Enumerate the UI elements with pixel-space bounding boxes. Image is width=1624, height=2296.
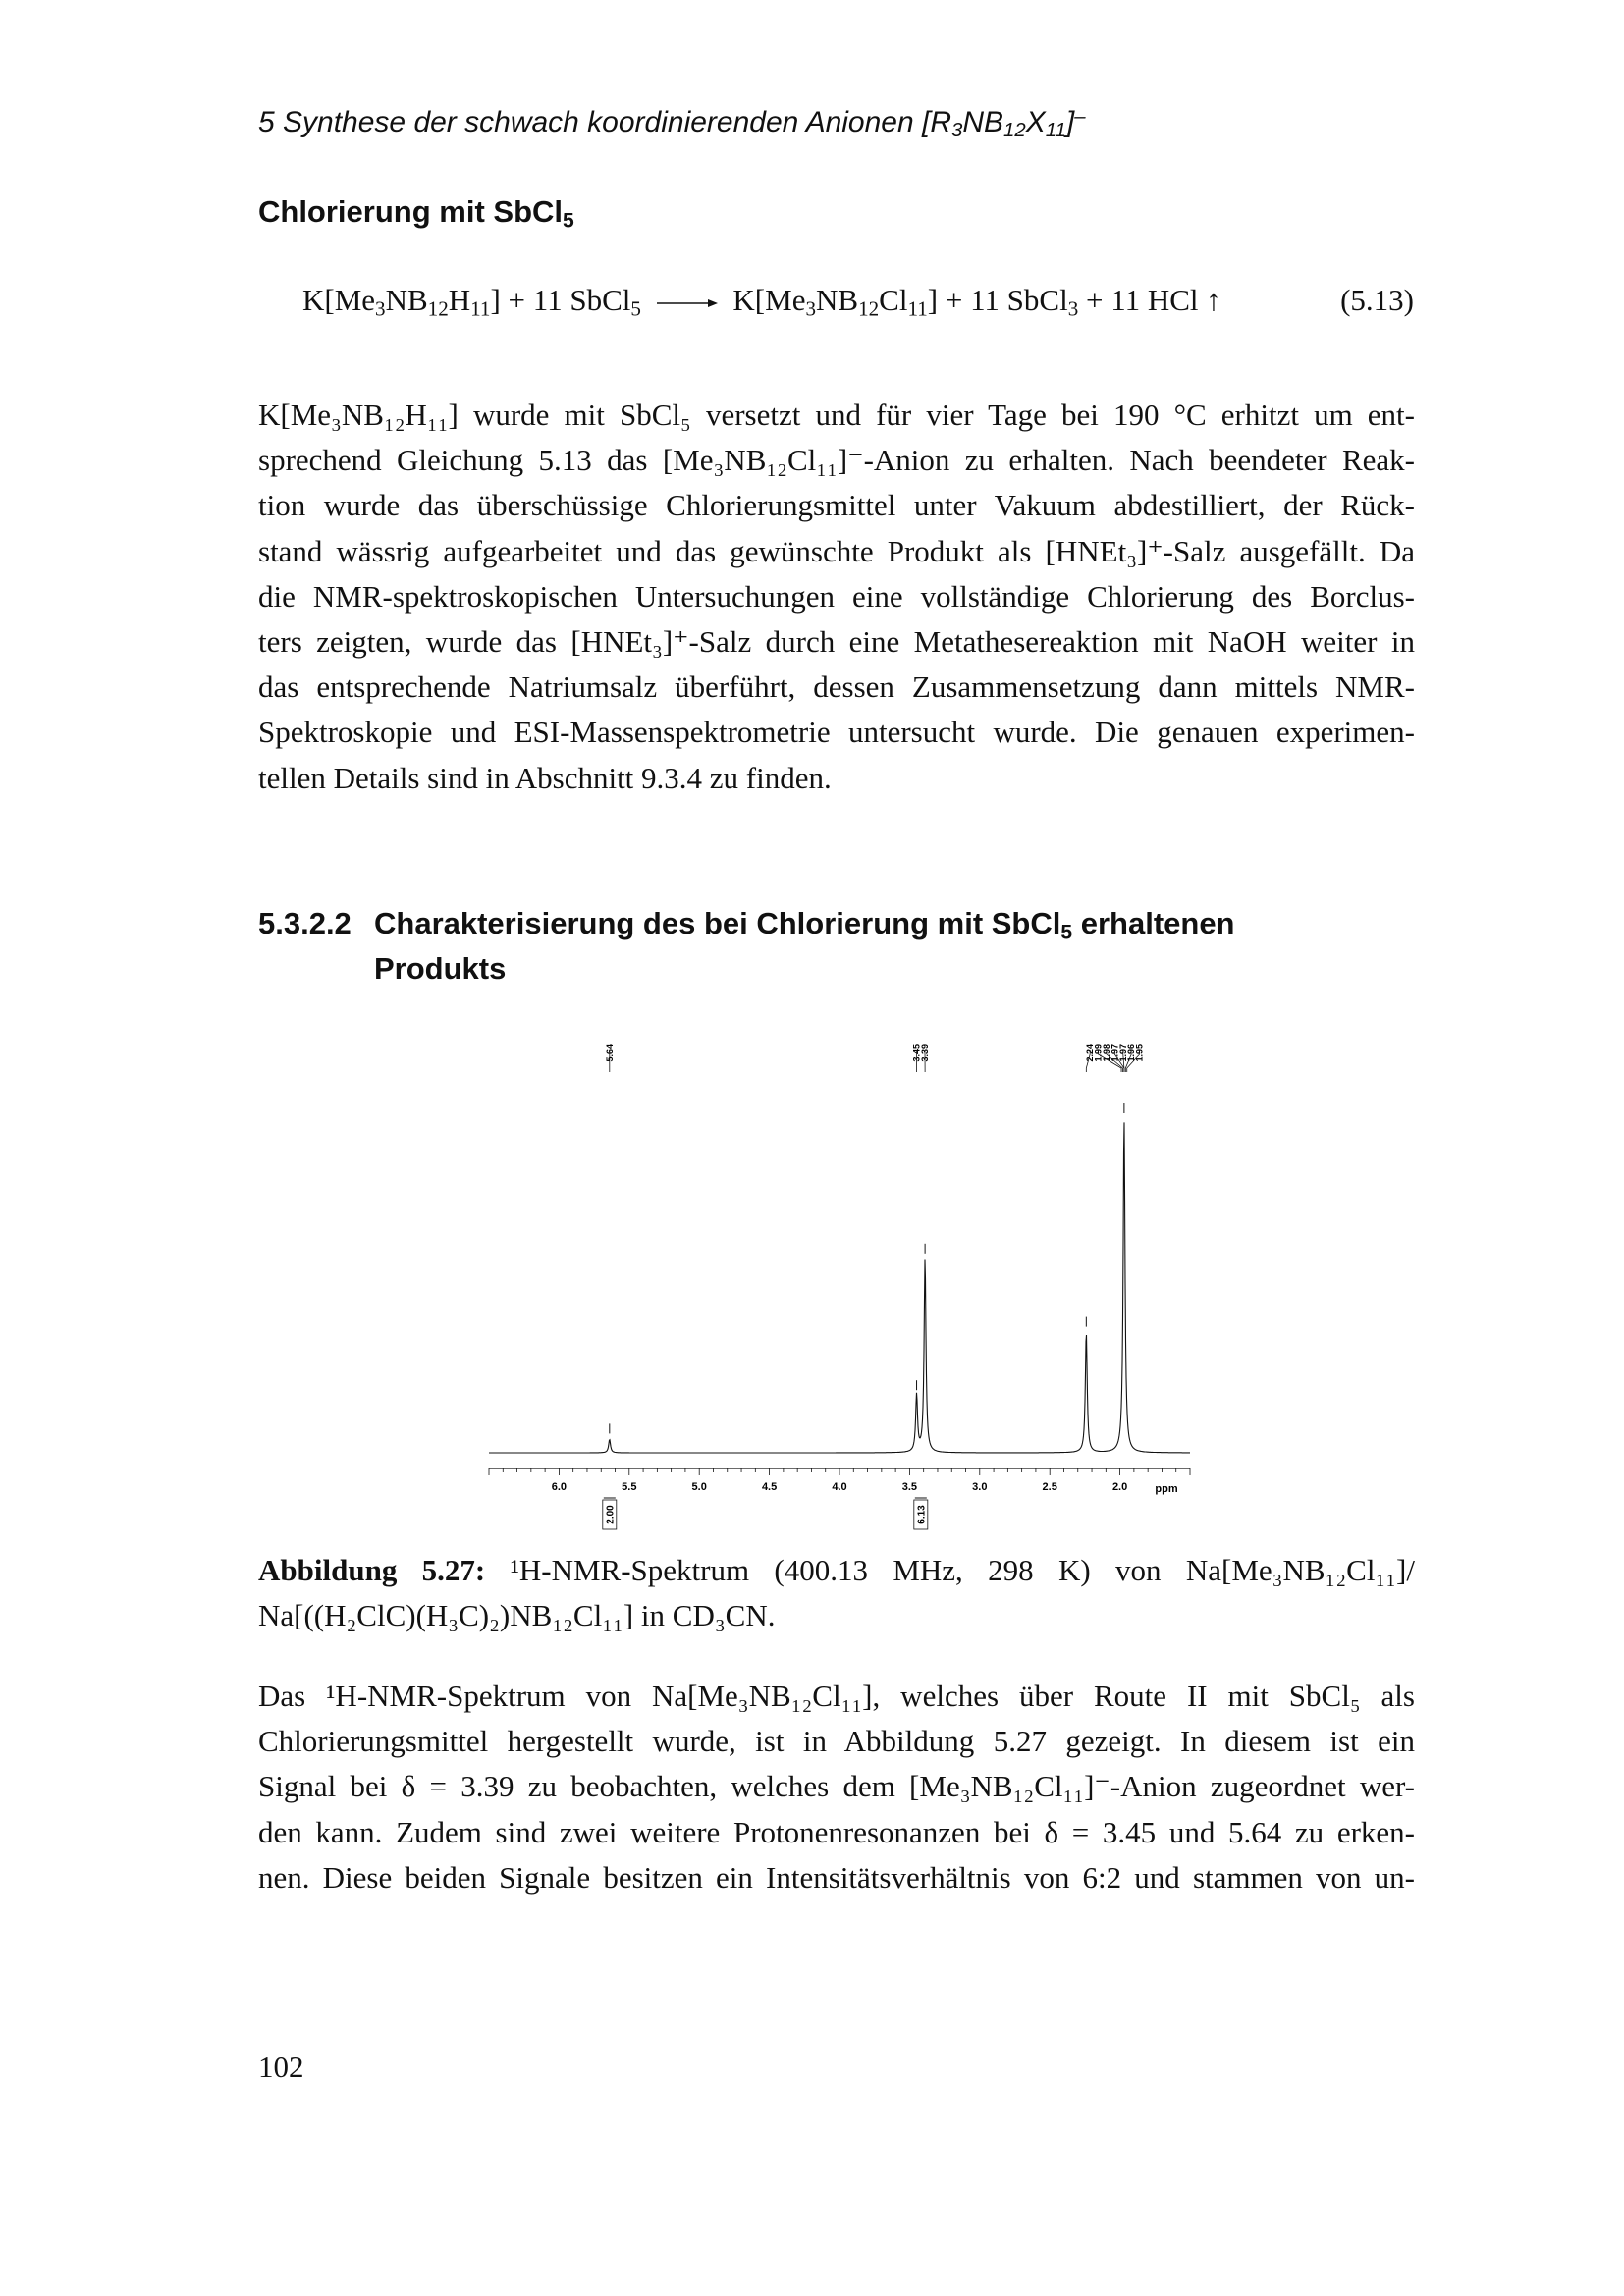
subsection-title: Charakterisierung des bei Chlorierung mit SbCl$_5$ erhaltenen Produkts [374,906,1235,986]
text-line: Das ¹H-NMR-Spektrum von Na[Me₃NB₁₂Cl₁₁], welches über Route II mit SbCl₅ als [258,1679,1415,1713]
x-tick-label: 2.0 [1111,1481,1128,1493]
equation-rhs: $K[Me_3NB_{12}Cl_{11}] + 11$ SbCl$_3$ + 11 HCl [732,283,1199,321]
text-line: sprechend Gleichung 5.13 das [Me₃NB₁₂Cl₁₁]⁻-Anion zu erhalten. Nach beendeter Reak- [258,443,1415,478]
peak-label: 1.95 [1134,1044,1145,1062]
integral-value: 2.00 [605,1505,617,1524]
reaction-arrow-icon [655,296,720,310]
peak-label: 1.97 [1117,1044,1128,1062]
x-axis-label: ppm [1155,1483,1178,1495]
nmr-spectrum-chart [481,1021,1198,1531]
integral-value: 6.13 [916,1505,928,1524]
equation-number: (5.13) [1340,283,1414,317]
x-tick-label: 3.5 [901,1481,918,1493]
text-line: ters zeigten, wurde das [HNEt₃]⁺-Salz durch eine Metathesereaktion mit NaOH weiter in [258,623,1415,659]
text-line: tion wurde das überschüssige Chlorierungsmittel unter Vakuum abdestilliert, der Rück- [258,488,1415,523]
text-line: nen. Diese beiden Signale besitzen ein Intensitätsverhältnis von 6:2 und stammen von un- [258,1859,1415,1895]
spectrum-trace [489,1122,1190,1453]
equation-lhs: $K[Me_3NB_{12}H_{11}] + 11$ SbCl$_5$ [302,283,641,321]
x-tick-label: 2.5 [1042,1481,1057,1493]
text-line: die NMR-spektroskopischen Untersuchungen eine vollständige Chlorierung des Borclus- [258,578,1415,614]
caption-line: Abbildung 5.27: ¹H-NMR-Spektrum (400.13 MHz, 298 K) von Na[Me₃NB₁₂Cl₁₁]/ [258,1553,1415,1587]
text-line: stand wässrig aufgearbeitet und das gewünschte Produkt als [HNEt₃]⁺-Salz ausgefällt. Da [258,533,1415,568]
peak-label: 1.97 [1110,1044,1120,1062]
peak-label: 1.99 [1093,1044,1104,1062]
text-line: Spektroskopie und ESI-Massenspektrometrie untersucht wurde. Die genauen experimen- [258,715,1415,750]
figure-caption [258,1548,1415,1638]
paragraph-1 [258,393,1415,801]
reaction-equation [302,283,1414,321]
text-line: tellen Details sind in Abschnitt 9.3.4 zu finden. [258,760,832,795]
peak-label: 2.24 [1085,1044,1096,1062]
running-header: 5 Synthese der schwach koordinierenden Anionen $[R_3NB_{12}X_{11}]^-$ [258,105,1086,142]
paragraph-2 [258,1674,1415,1900]
peak-label: 3.39 [920,1044,931,1062]
x-tick-label: 6.0 [551,1481,568,1493]
caption-label: Abbildung 5.27: [258,1553,486,1587]
gas-arrow-icon: ↑ [1206,283,1221,317]
x-tick-label: 3.0 [972,1481,988,1493]
text-line: K[Me₃NB₁₂H₁₁] wurde mit SbCl₅ versetzt und für vier Tage bei 190 °C erhitzt um ent- [258,398,1415,432]
text-line: das entsprechende Natriumsalz überführt, dessen Zusammensetzung dann mittels NMR- [258,669,1415,705]
x-tick-label: 4.5 [761,1481,778,1493]
peak-label: 1.96 [1126,1044,1137,1062]
text-line: den kann. Zudem sind zwei weitere Protonenresonanzen bei δ = 3.45 und 5.64 zu erken- [258,1814,1415,1849]
text-line: Signal bei δ = 3.39 zu beobachten, welches dem [Me₃NB₁₂Cl₁₁]⁻-Anion zugeordnet wer- [258,1769,1415,1804]
caption-line: Na[((H₂ClC)(H₃C)₂)NB₁₂Cl₁₁] in CD₃CN. [258,1598,776,1632]
peak-label: 3.45 [911,1044,922,1062]
x-tick-label: 5.0 [691,1481,707,1493]
text-line: Chlorierungsmittel hergestellt wurde, ist in Abbildung 5.27 gezeigt. In diesem ist ein [258,1724,1415,1759]
peak-label: 1.98 [1101,1044,1111,1062]
nmr-spectrum-figure [481,1021,1198,1531]
x-tick-label: 5.5 [622,1481,637,1493]
x-tick-label: 4.0 [832,1481,847,1493]
page-number: 102 [258,2050,304,2084]
subsection-number: 5.3.2.2 [258,906,352,940]
peak-label: 5.64 [604,1044,615,1062]
section-heading: Chlorierung mit SbCl$_5$ [258,194,574,233]
